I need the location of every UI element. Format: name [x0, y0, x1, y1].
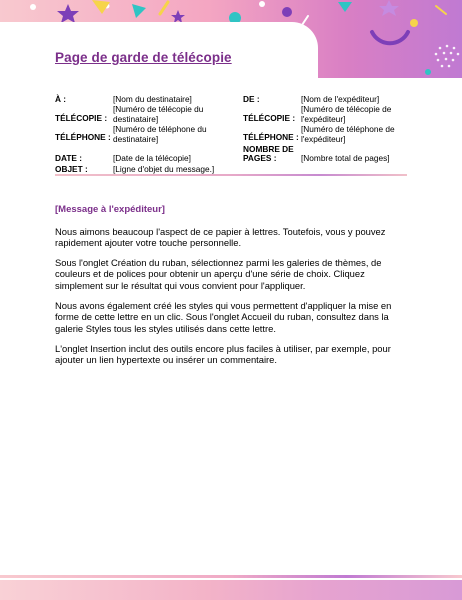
star-shape — [379, 0, 399, 16]
message-heading: [Message à l'expéditeur] — [55, 204, 165, 215]
from-value: [Nom de l'expéditeur] — [301, 94, 380, 104]
dot-shape — [259, 1, 265, 7]
subject-label: OBJET : — [55, 164, 88, 174]
dot-shape — [30, 4, 36, 10]
header-decoration — [0, 0, 462, 78]
sender-fax-label: TÉLÉCOPIE : — [243, 113, 296, 123]
fax-value: [Numéro de télécopie du destinataire] — [113, 104, 204, 124]
paragraph: Sous l'onglet Création du ruban, sélectionnez parmi les galeries de thèmes, de couleurs et de polices pour obtenir un aperçu d'une série de choix. Cliquez simplement sur le résultat qui vous convient pour l'appliquer. — [55, 257, 382, 291]
dot-shape — [410, 19, 418, 27]
page-count-value: [Nombre total de pages] — [301, 153, 390, 163]
date-label: DATE : — [55, 153, 83, 163]
page-title: Page de garde de télécopie — [55, 50, 232, 65]
stick-shape — [160, 2, 168, 14]
sender-phone-label: TÉLÉPHONE : — [243, 132, 299, 142]
arc-shape — [372, 32, 408, 43]
phone-label: TÉLÉPHONE : — [55, 132, 111, 142]
triangle-shape — [132, 4, 146, 18]
phone-value: [Numéro de téléphone du destinataire] — [113, 124, 207, 144]
paragraph: Nous avons également créé les styles qui vous permettent d'appliquer la mise en forme de cette lettre en un clic. Sous l'onglet Accueil du ruban, consultez dans la galerie Styles tous les styles utilisés dans cette lettre. — [55, 300, 392, 334]
page-count-label: NOMBRE DE PAGES : — [243, 144, 294, 164]
stick-shape — [436, 6, 446, 14]
sender-phone-value: [Numéro de téléphone de l'expéditeur] — [301, 124, 395, 144]
dot-shape — [425, 69, 431, 75]
paragraph: L'onglet Insertion inclut des outils encore plus faciles à utiliser, par exemple, pour ajouter un lien hypertexte ou insérer un commentaire. — [55, 343, 391, 366]
footer-stripe — [0, 575, 462, 578]
fax-label: TÉLÉCOPIE : — [55, 113, 108, 123]
paragraph: Nous aimons beaucoup l'aspect de ce papier à lettres. Toutefois, vous y pouvez rapidement ajouter votre touche personnelle. — [55, 226, 386, 249]
sender-fax-value: [Numéro de télécopie de l'expéditeur] — [301, 104, 392, 124]
to-label: À : — [55, 94, 67, 104]
subject-value: [Ligne d'objet du message.] — [113, 164, 215, 174]
to-value: [Nom du destinataire] — [113, 94, 192, 104]
star-shape — [57, 4, 79, 23]
dot-shape — [282, 7, 292, 17]
footer-band — [0, 580, 462, 600]
triangle-shape — [338, 2, 352, 12]
date-value: [Date de la télécopie] — [113, 153, 191, 163]
dotted-circle-shape — [435, 45, 460, 68]
from-label: DE : — [243, 94, 260, 104]
